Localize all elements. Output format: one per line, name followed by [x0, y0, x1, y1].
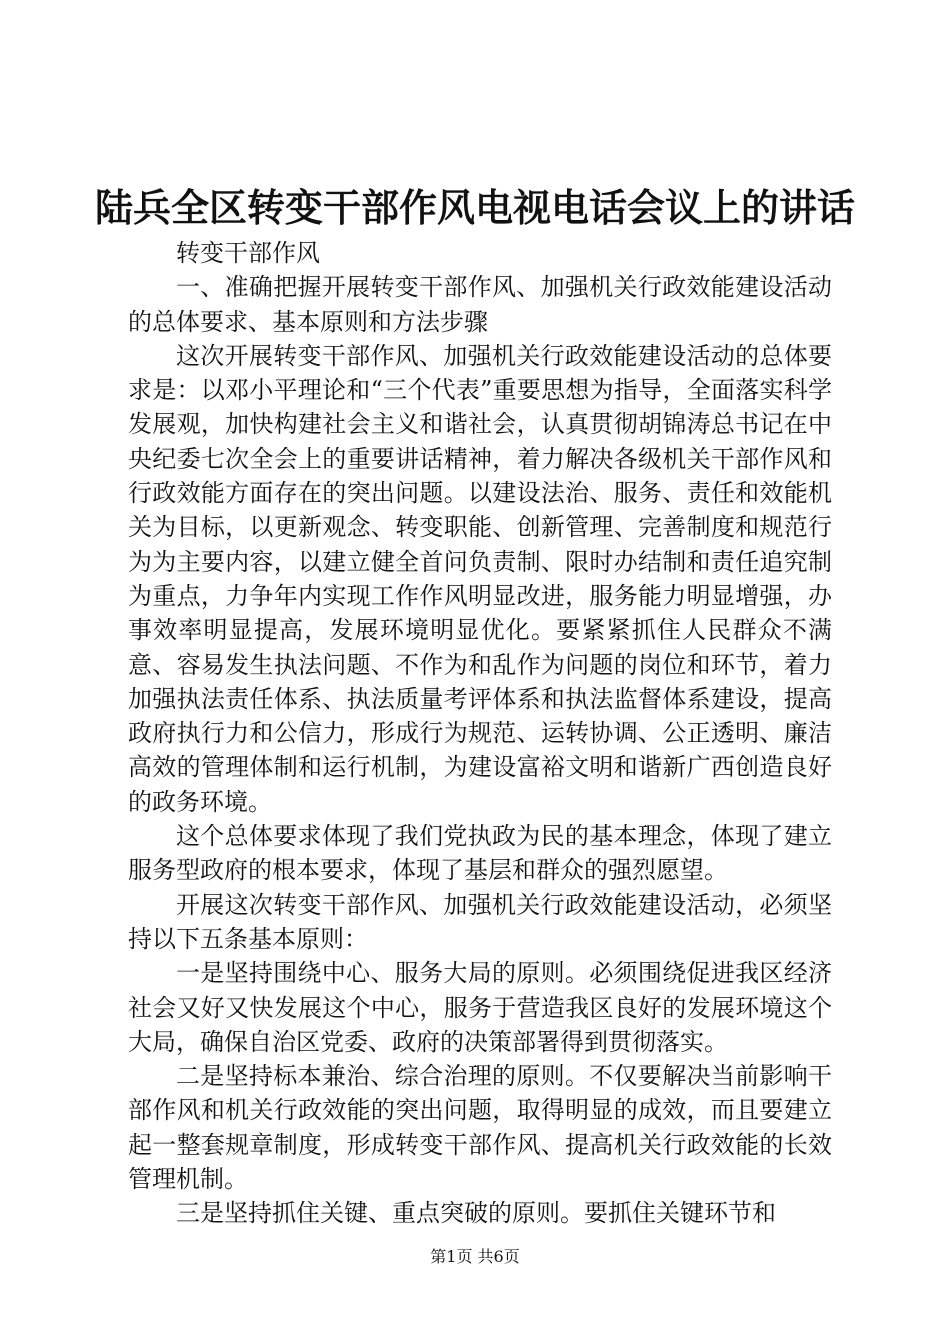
page-footer: 第1页 共6页: [430, 1247, 520, 1266]
paragraph: 这个总体要求体现了我们党执政为民的基本理念，体现了建立服务型政府的根本要求，体现了基层和群众的强烈愿望。: [128, 822, 832, 885]
paragraph: 这次开展转变干部作风、加强机关行政效能建设活动的总体要求是：以邓小平理论和“三个代表”重要思想为指导，全面落实科学发展观，加快构建社会主义和谐社会，认真贯彻胡锦涛总书记在中央纪委七次全会上的重要讲话精神，着力解决各级机关干部作风和行政效能方面存在的突出问题。以建设法治、服务、责任和效能机关为目标，以更新观念、转变职能、创新管理、完善制度和规范行为为主要内容，以建立健全首问负责制、限时办结制和责任追究制为重点，力争年内实现工作作风明显改进，服务能力明显增强，办事效率明显提高，发展环境明显优化。要紧紧抓住人民群众不满意、容易发生执法问题、不作为和乱作为问题的岗位和环节，着力加强执法责任体系、执法质量考评体系和执法监督体系建设，提高政府执行力和公信力，形成行为规范、运转协调、公正透明、廉洁高效的管理体制和运行机制，为建设富裕文明和谐新广西创造良好的政务环境。: [128, 341, 832, 816]
paragraph: 二是坚持标本兼治、综合治理的原则。不仅要解决当前影响干部作风和机关行政效能的突出问题，取得明显的成效，而且要建立起一整套规章制度，形成转变干部作风、提高机关行政效能的长效管理机制。: [128, 1062, 832, 1194]
paragraph: 开展这次转变干部作风、加强机关行政效能建设活动，必须坚持以下五条基本原则：: [128, 890, 832, 953]
document-body: [128, 236, 832, 1231]
paragraph-subtitle: 转变干部作风: [176, 239, 320, 267]
paragraph: 一是坚持围绕中心、服务大局的原则。必须围绕促进我区经济社会又好又快发展这个中心，服务于营造我区良好的发展环境这个大局，确保自治区党委、政府的决策部署得到贯彻落实。: [128, 959, 832, 1056]
paragraph: 三是坚持抓住关键、重点突破的原则。要抓住关键环节和: [176, 1199, 776, 1228]
paragraph-section-heading: 一、准确把握开展转变干部作风、加强机关行政效能建设活动的总体要求、基本原则和方法步骤: [128, 273, 832, 336]
document-title: 陆兵全区转变干部作风电视电话会议上的讲话: [94, 185, 855, 230]
